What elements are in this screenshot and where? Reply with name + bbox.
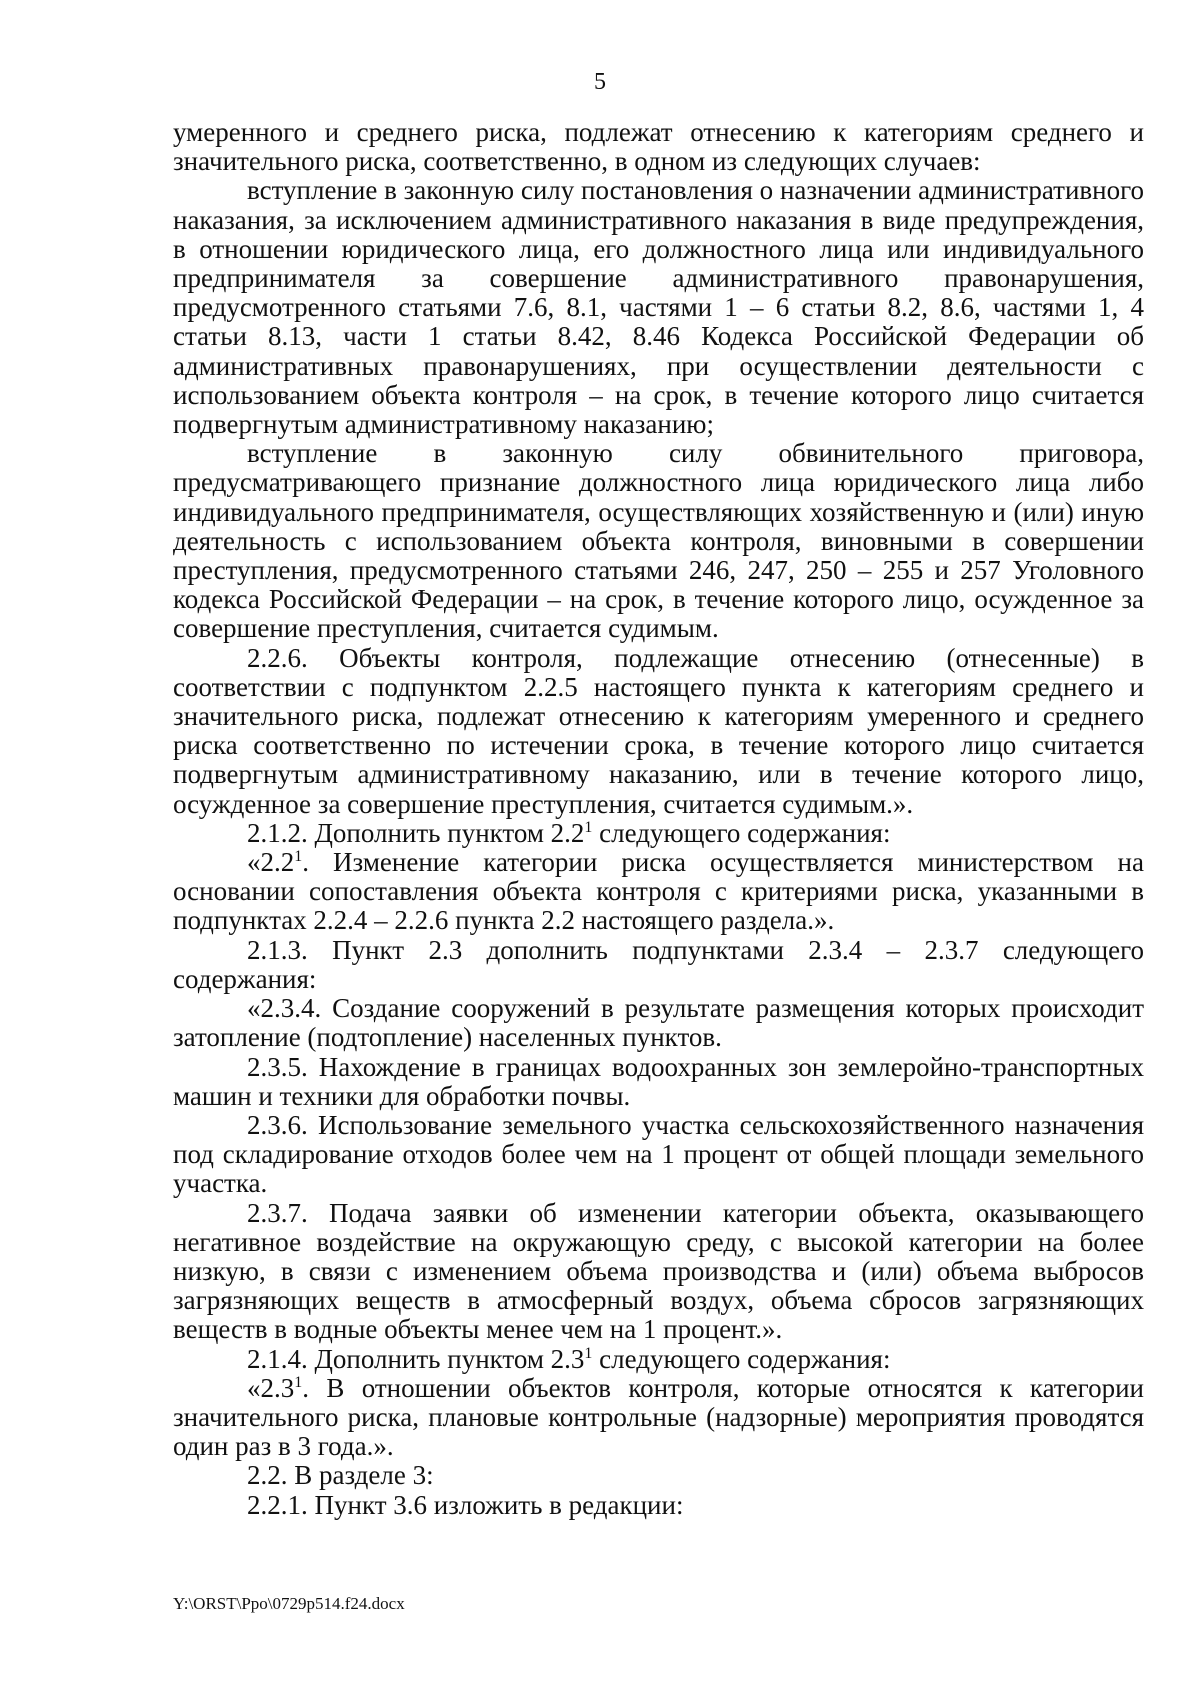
paragraph-criminal-sentence: вступление в законную силу обвинительного приговора, предусматривающего признание должностного лица юридического лица либо индивидуального предпринимателя, осуществляющих хозяйственную и (или) иную деятельность с использованием объекта контроля, виновными в совершении преступления, предусмотренного статьями 246, 247, 250 – 255 и 257 Уголовного кодекса Российской Федерации – на срок, в течение которого лицо, осужденное за совершение преступления, считается судимым. — [173, 438, 1144, 644]
paragraph-2-1-2: 2.1.2. Дополнить пунктом $2.2^1$ следующего содержания: — [247, 817, 891, 848]
superscript: 1 — [294, 1373, 303, 1391]
superscript: 1 — [584, 818, 593, 836]
paragraph-2-3-6: 2.3.6. Использование земельного участка сельскохозяйственного назначения под складирование отходов более чем на 1 процент от общей площади земельного участка. — [173, 1109, 1144, 1199]
paragraph-2-2-1-text: «$2.2^1$. Изменение категории риска осуществляется министерством на основании сопоставления объекта контроля с критериями риска, указанными в подпунктах 2.2.4 – 2.2.6 пункта 2.2 настоящего раздела.». — [173, 847, 1144, 936]
paragraph-2-1-4: 2.1.4. Дополнить пунктом $2.3^1$ следующего содержания: — [247, 1343, 891, 1374]
paragraph-2-3-7: 2.3.7. Подача заявки об изменении категории объекта, оказывающего негативное воздействие на окружающую среду, с высокой категории на более низкую, в связи с изменением объема производства и (или) объема выбросов загрязняющих веществ в атмосферный воздух, объема сбросов загрязняющих веществ в водные объекты менее чем на 1 процент.». — [173, 1197, 1144, 1345]
paragraph-2-3-1-text: «$2.3^1$. В отношении объектов контроля, которые относятся к категории значительного риска, плановые контрольные (надзорные) мероприятия проводятся один раз в 3 года.». — [173, 1372, 1144, 1462]
paragraph-administrative-penalty: вступление в законную силу постановления о назначении административного наказания, за исключением административного наказания в виде предупреждения, в отношении юридического лица, его должностного лица или индивидуального предпринимателя за совершение административного правонарушения, предусмотренного статьями 7.6, 8.1, частями 1 – 6 статьи 8.2, 8.6, частями 1, 4 статьи 8.13, части 1 статьи 8.42, 8.46 Кодекса Российской Федерации об административных правонарушениях, при осуществлении деятельности с использованием объекта контроля – на срок, в течение которого лицо считается подвергнутым административному наказанию; — [173, 175, 1144, 440]
superscript: 1 — [294, 848, 303, 866]
footer-file-path: Y:\ORST\Ppo\0729p514.f24.docx — [173, 1594, 405, 1613]
page-number: 5 — [594, 69, 606, 95]
paragraph-2-2-1: 2.2.1. Пункт 3.6 изложить в редакции: — [247, 1489, 684, 1520]
paragraph-2-2-6: 2.2.6. Объекты контроля, подлежащие отнесению (отнесенные) в соответствии с подпунктом 2.2.5 настоящего пункта к категориям среднего и значительного риска, подлежат отнесению к категориям умеренного и среднего риска соответственно по истечении срока, в течение которого лицо считается подвергнутым административному наказанию, или в течение которого лицо, осужденное за совершение преступления, считается судимым.». — [173, 642, 1144, 819]
paragraph-2-2: 2.2. В разделе 3: — [247, 1460, 434, 1491]
document-body — [173, 118, 1144, 1520]
paragraph-2-3-4: «2.3.4. Создание сооружений в результате размещения которых происходит затопление (подтопление) населенных пунктов. — [173, 993, 1144, 1053]
paragraph-continuation: умеренного и среднего риска, подлежат отнесению к категориям среднего и значительного риска, соответственно, в одном из следующих случаев: — [173, 117, 1144, 177]
paragraph-2-1-3: 2.1.3. Пункт 2.3 дополнить подпунктами 2.3.4 – 2.3.7 следующего содержания: — [173, 934, 1144, 994]
superscript: 1 — [584, 1344, 593, 1362]
paragraph-2-3-5: 2.3.5. Нахождение в границах водоохранных зон землеройно-транспортных машин и техники для обработки почвы. — [173, 1051, 1144, 1111]
